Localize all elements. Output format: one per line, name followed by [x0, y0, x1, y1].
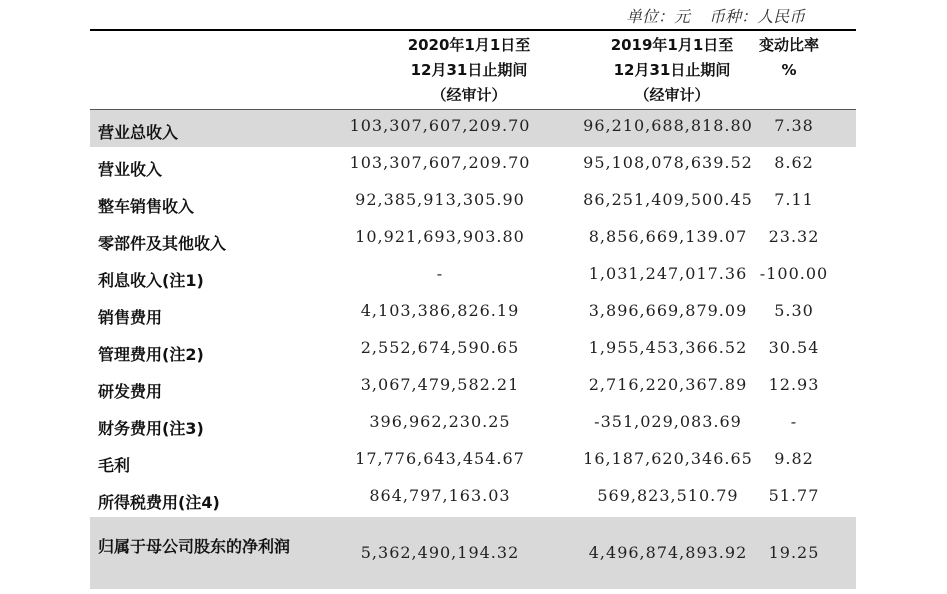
table-row	[90, 184, 856, 221]
header-2020-line: （经审计）	[431, 86, 507, 104]
currency-label: 币种：人民币	[709, 7, 806, 26]
row-label: 研发费用	[98, 382, 163, 401]
change-ratio: 8.62	[774, 153, 814, 172]
row-label: 所得税费用(注4)	[98, 493, 220, 512]
value-2020: 103,307,607,209.70	[349, 153, 531, 172]
table-row	[90, 443, 856, 480]
value-2019: 95,108,078,639.52	[583, 153, 753, 172]
value-2020: 17,776,643,454.67	[355, 449, 525, 468]
row-label: 利息收入(注1)	[98, 271, 204, 290]
change-ratio: 23.32	[768, 227, 820, 246]
value-2019: 1,955,453,366.52	[588, 338, 748, 357]
change-ratio: -	[790, 412, 798, 431]
value-2020: 92,385,913,305.90	[355, 190, 525, 209]
table-row	[90, 258, 856, 295]
header-2020-line: 2020年1月1日至	[407, 36, 531, 54]
value-2020: 5,362,490,194.32	[360, 543, 520, 562]
change-ratio: 5.30	[774, 301, 814, 320]
change-ratio: 7.38	[774, 116, 814, 135]
value-2019: 86,251,409,500.45	[583, 190, 753, 209]
change-ratio: 51.77	[768, 486, 820, 505]
table-row	[90, 332, 856, 369]
change-ratio: 19.25	[768, 543, 820, 562]
table-row	[90, 110, 856, 147]
change-ratio: 9.82	[774, 449, 814, 468]
table-row	[90, 480, 856, 517]
value-2019: 4,496,874,893.92	[588, 543, 748, 562]
table-row	[90, 295, 856, 332]
table-row	[90, 147, 856, 184]
value-2019: 3,896,669,879.09	[588, 301, 748, 320]
value-2019: 96,210,688,818.80	[583, 116, 753, 135]
value-2020: 3,067,479,582.21	[360, 375, 520, 394]
row-label: 零部件及其他收入	[98, 234, 227, 253]
value-2020: 864,797,163.03	[369, 486, 511, 505]
row-label: 毛利	[98, 456, 131, 475]
value-2020: 4,103,386,826.19	[360, 301, 520, 320]
value-2020: 10,921,693,903.80	[355, 227, 525, 246]
value-2019: 569,823,510.79	[597, 486, 739, 505]
row-label: 销售费用	[98, 308, 163, 327]
value-2020: 103,307,607,209.70	[349, 116, 531, 135]
value-2019: -351,029,083.69	[594, 412, 742, 431]
row-label: 管理费用(注2)	[98, 345, 204, 364]
value-2019: 8,856,669,139.07	[588, 227, 748, 246]
value-2020: 396,962,230.25	[369, 412, 511, 431]
row-label: 财务费用(注3)	[98, 419, 204, 438]
table-row	[90, 221, 856, 258]
row-label: 整车销售收入	[98, 197, 195, 216]
header-2020-line: 12月31日止期间	[410, 61, 528, 79]
row-label: 归属于母公司股东的净利润	[98, 537, 291, 556]
header-change-line: %	[781, 61, 797, 79]
header-2019-line: 2019年1月1日至	[610, 36, 734, 54]
value-2020: -	[436, 264, 444, 283]
unit-label: 单位：元	[626, 7, 691, 26]
row-label: 营业总收入	[98, 123, 179, 142]
table-row	[90, 517, 856, 589]
table-top-rule	[90, 29, 856, 31]
table-header	[90, 33, 856, 109]
change-ratio: 7.11	[774, 190, 814, 209]
value-2020: 2,552,674,590.65	[360, 338, 520, 357]
change-ratio: 12.93	[768, 375, 820, 394]
header-change-line: 变动比率	[758, 36, 819, 54]
table-row	[90, 369, 856, 406]
header-change-ratio	[739, 33, 839, 83]
row-label: 营业收入	[98, 160, 163, 179]
change-ratio: 30.54	[768, 338, 820, 357]
header-2019-line: 12月31日止期间	[613, 61, 731, 79]
value-2019: 16,187,620,346.65	[583, 449, 753, 468]
header-2019-line: （经审计）	[634, 86, 710, 104]
value-2019: 2,716,220,367.89	[588, 375, 748, 394]
value-2019: 1,031,247,017.36	[588, 264, 748, 283]
table-row	[90, 406, 856, 443]
change-ratio: -100.00	[759, 264, 829, 283]
unit-currency-note	[626, 4, 856, 27]
